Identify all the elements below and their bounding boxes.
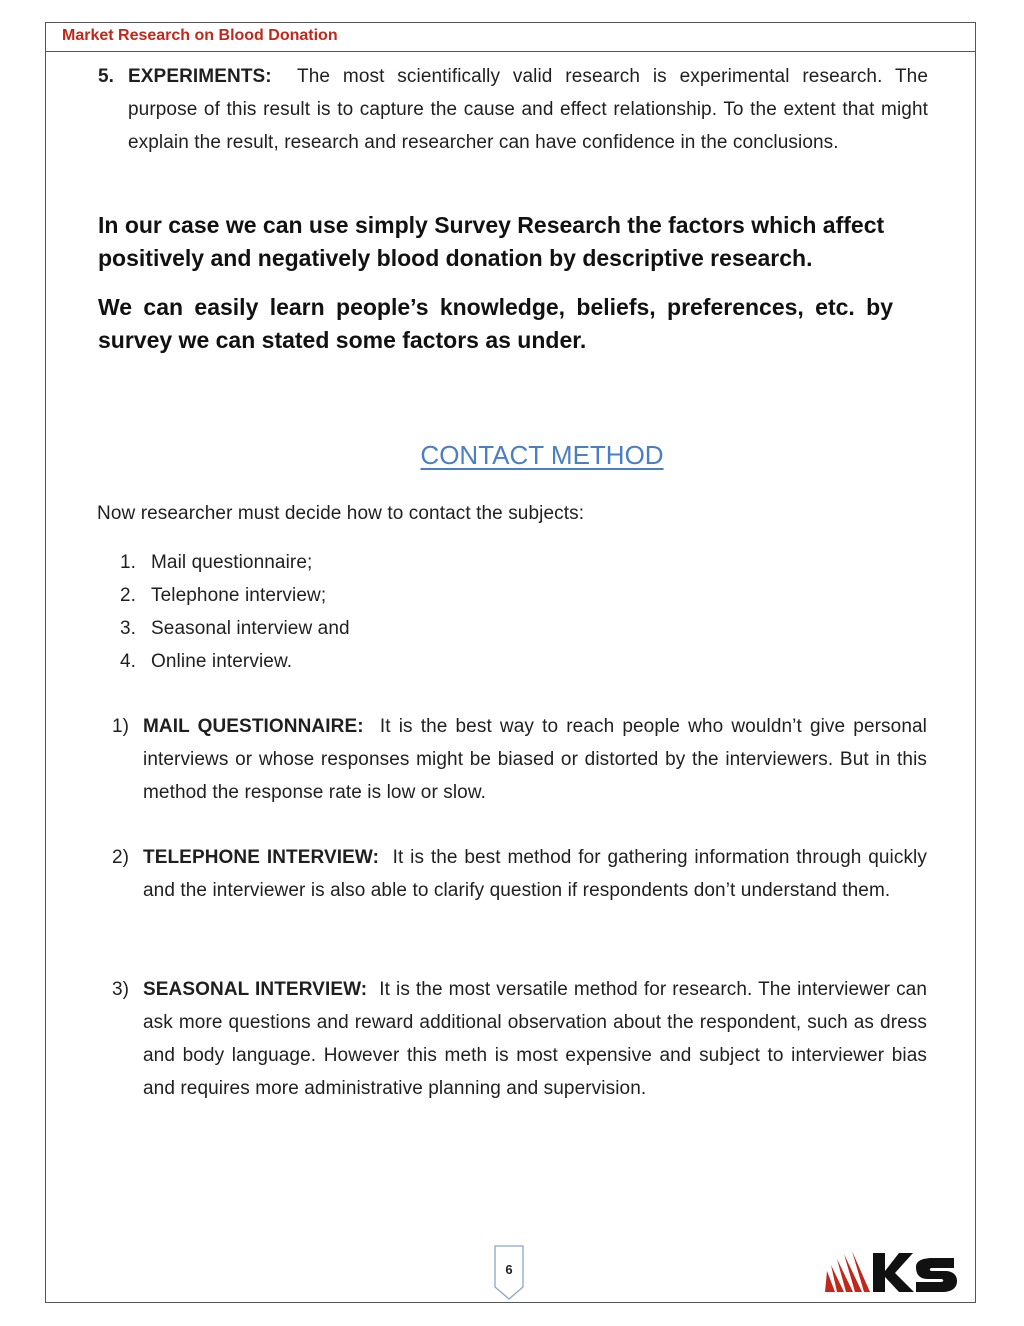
page-number: 6 [505, 1262, 513, 1277]
method-detail-label: TELEPHONE INTERVIEW: [143, 847, 380, 868]
method-detail-seasonal [112, 973, 927, 1105]
list-item [120, 645, 350, 678]
list-item-number: 4. [120, 651, 137, 672]
contact-methods-list [120, 546, 350, 678]
method-detail-number: 1) [112, 716, 130, 737]
header-title: Market Research on Blood Donation [62, 27, 338, 44]
list-item-text: Telephone interview; [151, 585, 327, 606]
experiments-label: EXPERIMENTS: [128, 66, 272, 87]
list-item [120, 612, 350, 645]
method-detail-text: It is the most versatile method for research. The interviewer can ask more questions and reward additional observation about the respondent, such as dress and body language. However this meth is most expensive and subject to interviewer bias and requires more administrative planning and supervision. [143, 979, 928, 1099]
method-detail-body [143, 710, 927, 809]
method-detail-telephone [112, 841, 927, 907]
experiments-text: The most scientifically valid research is experimental research. The purpose of this result is to capture the cause and effect relationship. To the extent that might explain the result, research and researcher can have confidence in the conclusions. [128, 66, 928, 153]
list-item-number: 3. [120, 618, 137, 639]
bold-paragraph-knowledge: We can easily learn people’s knowledge, beliefs, preferences, etc. by survey we can stated some factors as under. [98, 294, 893, 353]
list-item-text: Mail questionnaire; [151, 552, 313, 573]
method-detail-label: SEASONAL INTERVIEW: [143, 979, 368, 1000]
list-item-number: 1. [120, 552, 137, 573]
method-detail-text: It is the best method for gathering information through quickly and the interviewer is also able to clarify question if respondents don’t understand them. [143, 847, 927, 901]
company-logo [823, 1249, 959, 1294]
method-detail-label: MAIL QUESTIONNAIRE: [143, 716, 364, 737]
list-item-text: Online interview. [151, 651, 293, 672]
method-detail-body [143, 973, 927, 1105]
method-detail-text: It is the best way to reach people who wouldn’t give personal interviews or whose responses might be biased or distorted by the interviewers. But in this method the response rate is low or slow. [143, 716, 927, 803]
list-item-number: 2. [120, 585, 137, 606]
method-detail-number: 3) [112, 979, 130, 1000]
method-detail-mail [112, 710, 927, 809]
list-item-text: Seasonal interview and [151, 618, 350, 639]
method-detail-body [143, 841, 927, 907]
experiments-number: 5. [98, 66, 115, 87]
section-intro: Now researcher must decide how to contact the subjects: [97, 503, 585, 524]
experiments-item [98, 60, 928, 159]
list-item [120, 579, 350, 612]
method-detail-number: 2) [112, 847, 130, 868]
list-item [120, 546, 350, 579]
section-title: CONTACT METHOD [420, 440, 664, 470]
bold-paragraph-survey: In our case we can use simply Survey Research the factors which affect positively and negatively blood donation by descriptive research. [98, 212, 885, 271]
experiments-body [128, 60, 928, 159]
